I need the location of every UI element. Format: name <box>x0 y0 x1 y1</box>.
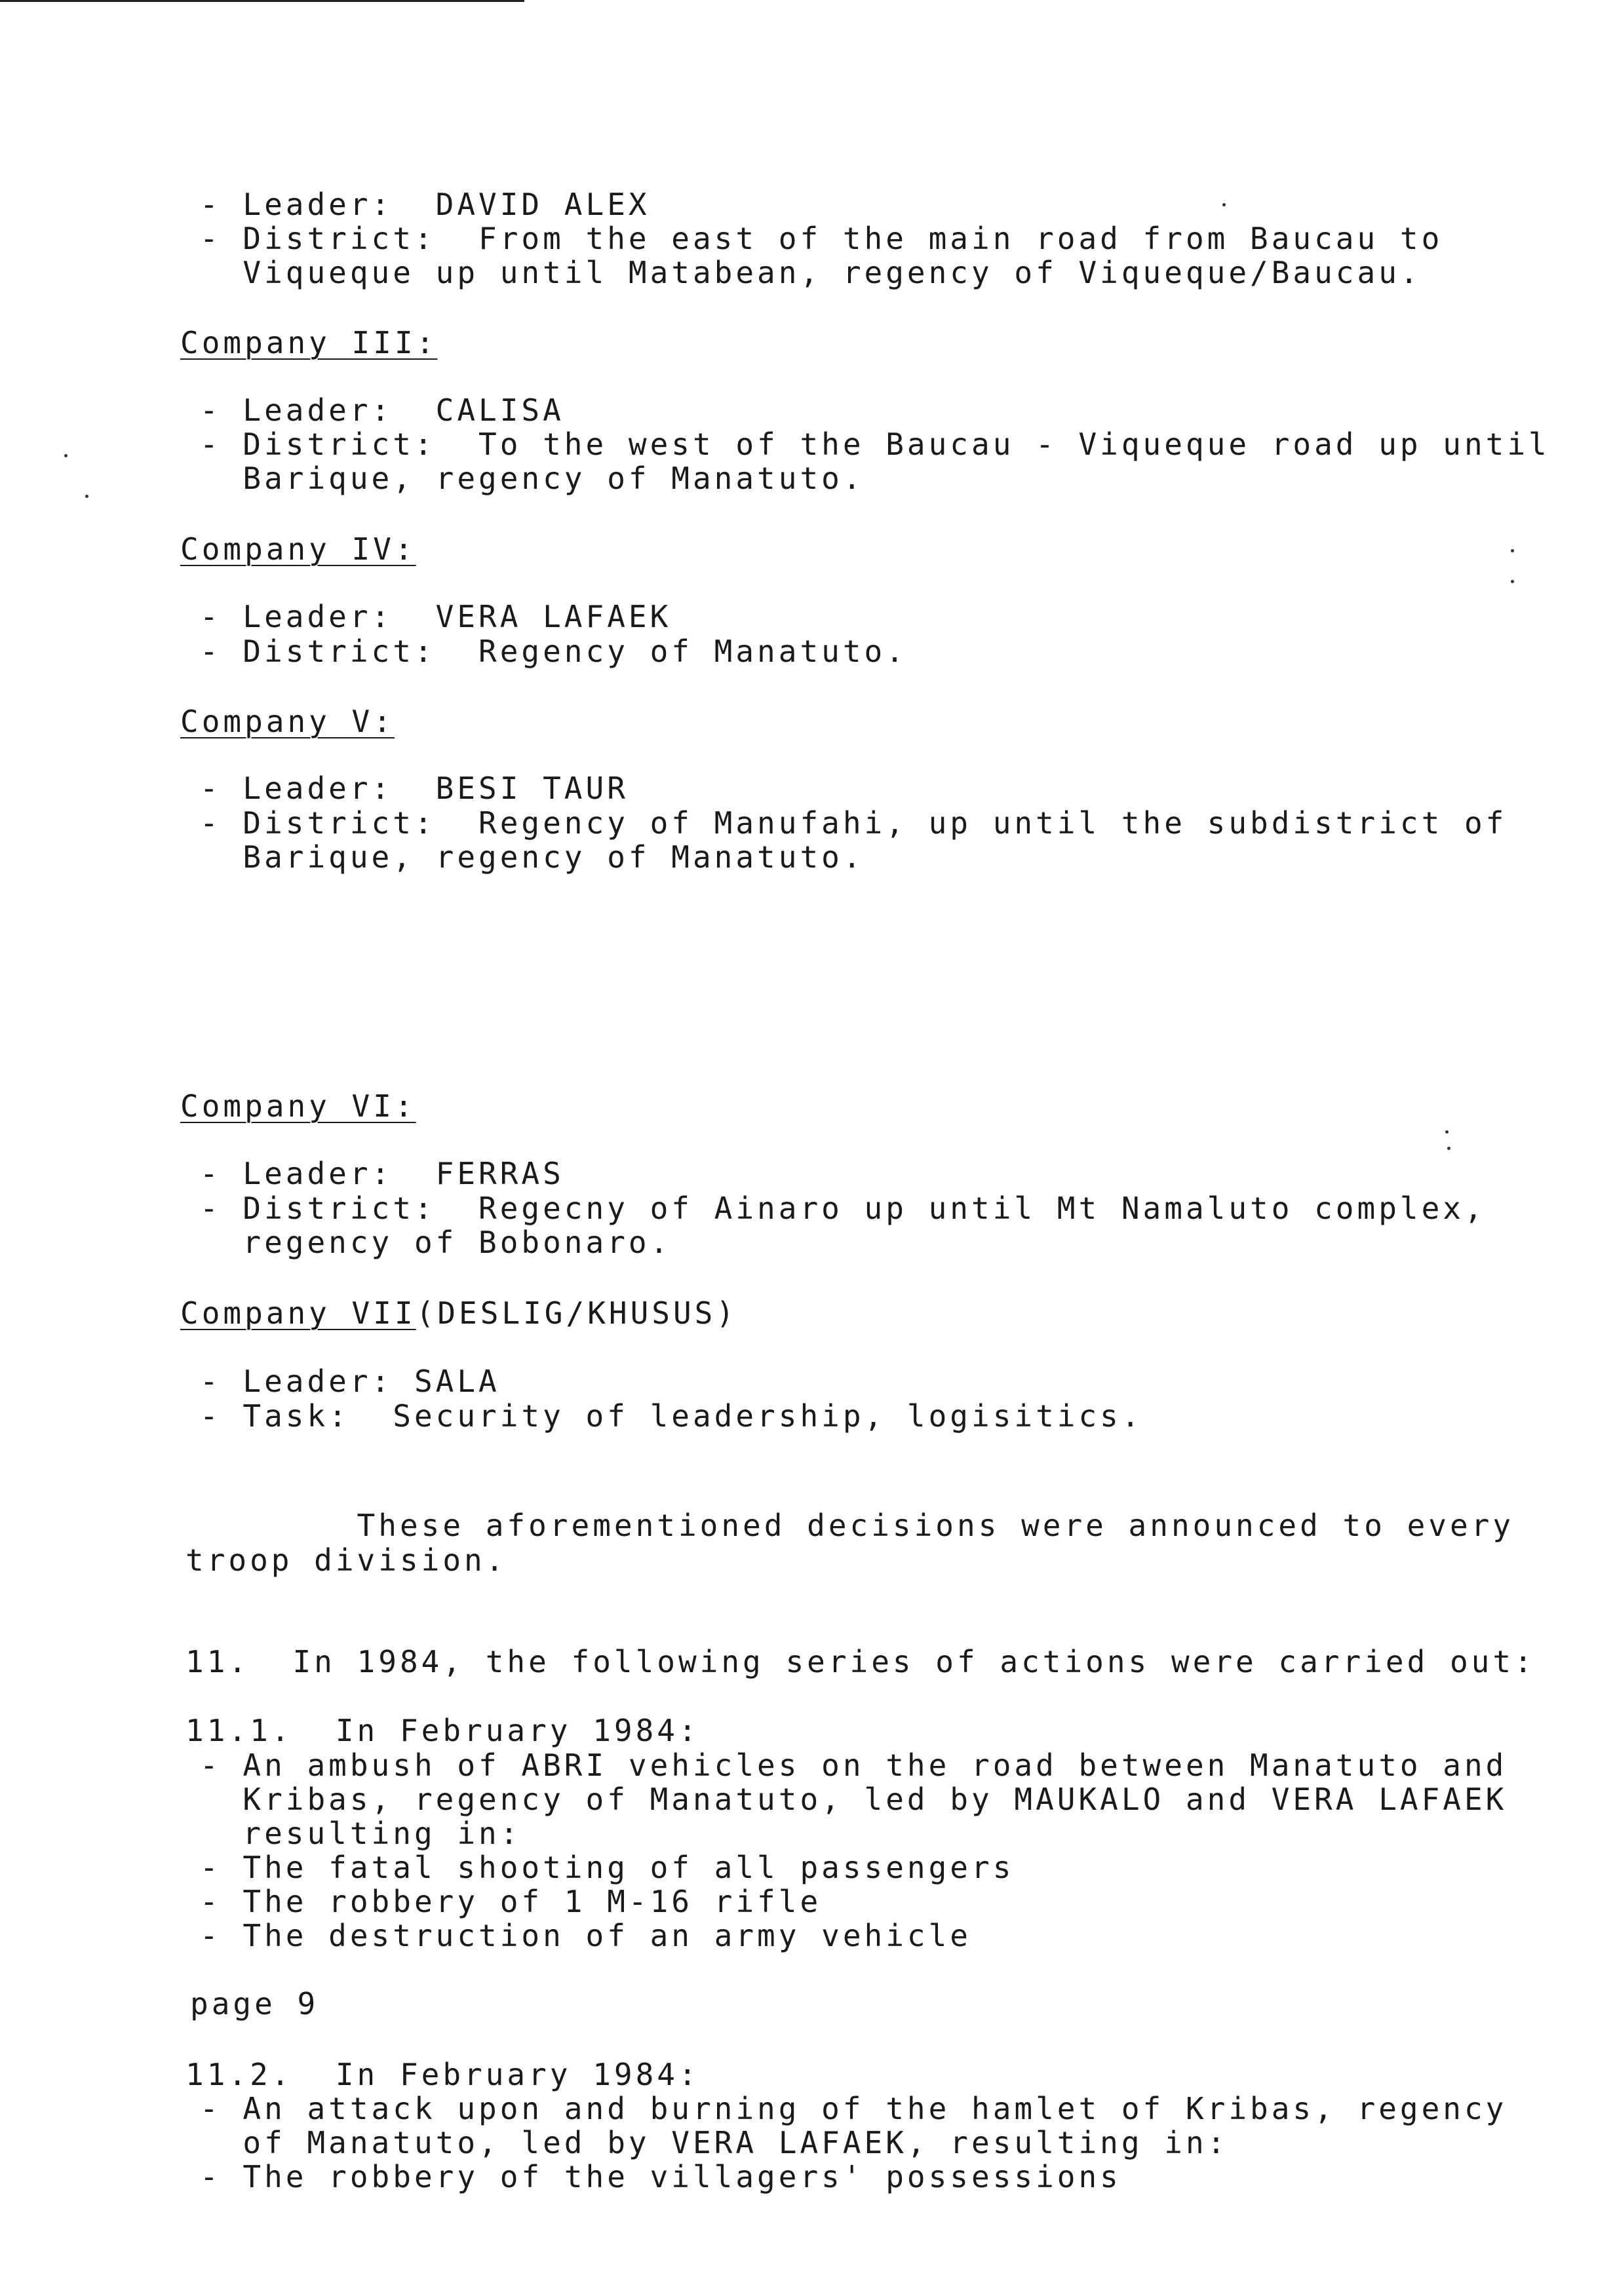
company-vi-district: - District: Regecny of Ainaro up until Mt Namaluto complex, <box>200 1191 1486 1226</box>
company-iv-heading: Company IV: <box>180 531 416 567</box>
section-11-2-item-robbery: - The robbery of the villagers' possessions <box>200 2159 1121 2194</box>
section-11-1-heading: 11.1. In February 1984: <box>185 1713 700 1748</box>
company-ii-district: - District: From the east of the main road from Baucau to <box>200 221 1443 256</box>
scan-speck <box>1222 203 1226 206</box>
section-11-1-item-shooting: - The fatal shooting of all passengers <box>200 1850 1015 1885</box>
company-iii-leader: - Leader: CALISA <box>200 392 564 428</box>
section-11-2-heading: 11.2. In February 1984: <box>185 2057 700 2092</box>
company-vii-subtitle: (DESLIG/KHUSUS) <box>416 1295 738 1331</box>
decisions-paragraph: These aforementioned decisions were announced to every <box>185 1508 1515 1543</box>
scan-speck <box>1511 549 1514 552</box>
section-11-1-item-ambush-cont2: resulting in: <box>200 1816 522 1851</box>
company-iii-heading: Company III: <box>180 325 438 360</box>
company-vi-district-cont: regency of Bobonaro. <box>200 1225 672 1260</box>
section-11-1-item-ambush: - An ambush of ABRI vehicles on the road between Manatuto and <box>200 1748 1508 1783</box>
company-vii-heading: Company VII <box>180 1295 416 1331</box>
company-vi-leader: - Leader: FERRAS <box>200 1156 564 1191</box>
company-v-district: - District: Regency of Manufahi, up until the subdistrict of <box>200 805 1508 841</box>
company-vi-heading: Company VI: <box>180 1088 416 1124</box>
section-11-1-item-ambush-cont: Kribas, regency of Manatuto, led by MAUKALO and VERA LAFAEK <box>200 1782 1508 1817</box>
company-ii-leader: - Leader: DAVID ALEX <box>200 187 650 222</box>
company-iv-district: - District: Regency of Manatuto. <box>200 634 907 669</box>
scan-speck <box>1447 1147 1450 1150</box>
company-v-heading: Company V: <box>180 704 395 739</box>
company-v-leader: - Leader: BESI TAUR <box>200 771 629 806</box>
scan-speck <box>1445 1130 1449 1134</box>
company-iv-leader: - Leader: VERA LAFAEK <box>200 599 672 634</box>
company-iii-district: - District: To the west of the Baucau - Viqueque road up until <box>200 427 1550 462</box>
scan-speck <box>85 495 88 498</box>
section-11-intro: 11. In 1984, the following series of actions were carried out: <box>185 1644 1536 1679</box>
company-vii-heading-line <box>180 1296 737 1330</box>
scan-speck <box>64 454 68 457</box>
top-edge-line <box>0 0 524 2</box>
company-vii-leader: - Leader: SALA <box>200 1364 500 1399</box>
company-v-district-cont: Barique, regency of Manatuto. <box>200 839 865 875</box>
company-ii-district-cont: Viqueque up until Matabean, regency of Viqueque/Baucau. <box>200 255 1422 290</box>
company-iii-district-cont: Barique, regency of Manatuto. <box>200 461 865 496</box>
company-vii-task: - Task: Security of leadership, logisitics. <box>200 1398 1143 1434</box>
page-number: page 9 <box>190 1986 319 2021</box>
section-11-1-item-robbery: - The robbery of 1 M-16 rifle <box>200 1884 822 1919</box>
scan-speck <box>1511 580 1514 583</box>
decisions-paragraph-cont: troop division. <box>185 1542 507 1578</box>
section-11-2-item-attack: - An attack upon and burning of the hamlet of Kribas, regency <box>200 2091 1508 2126</box>
section-11-2-item-attack-cont: of Manatuto, led by VERA LAFAEK, resulting in: <box>200 2125 1229 2160</box>
section-11-1-item-destruction: - The destruction of an army vehicle <box>200 1918 971 1953</box>
